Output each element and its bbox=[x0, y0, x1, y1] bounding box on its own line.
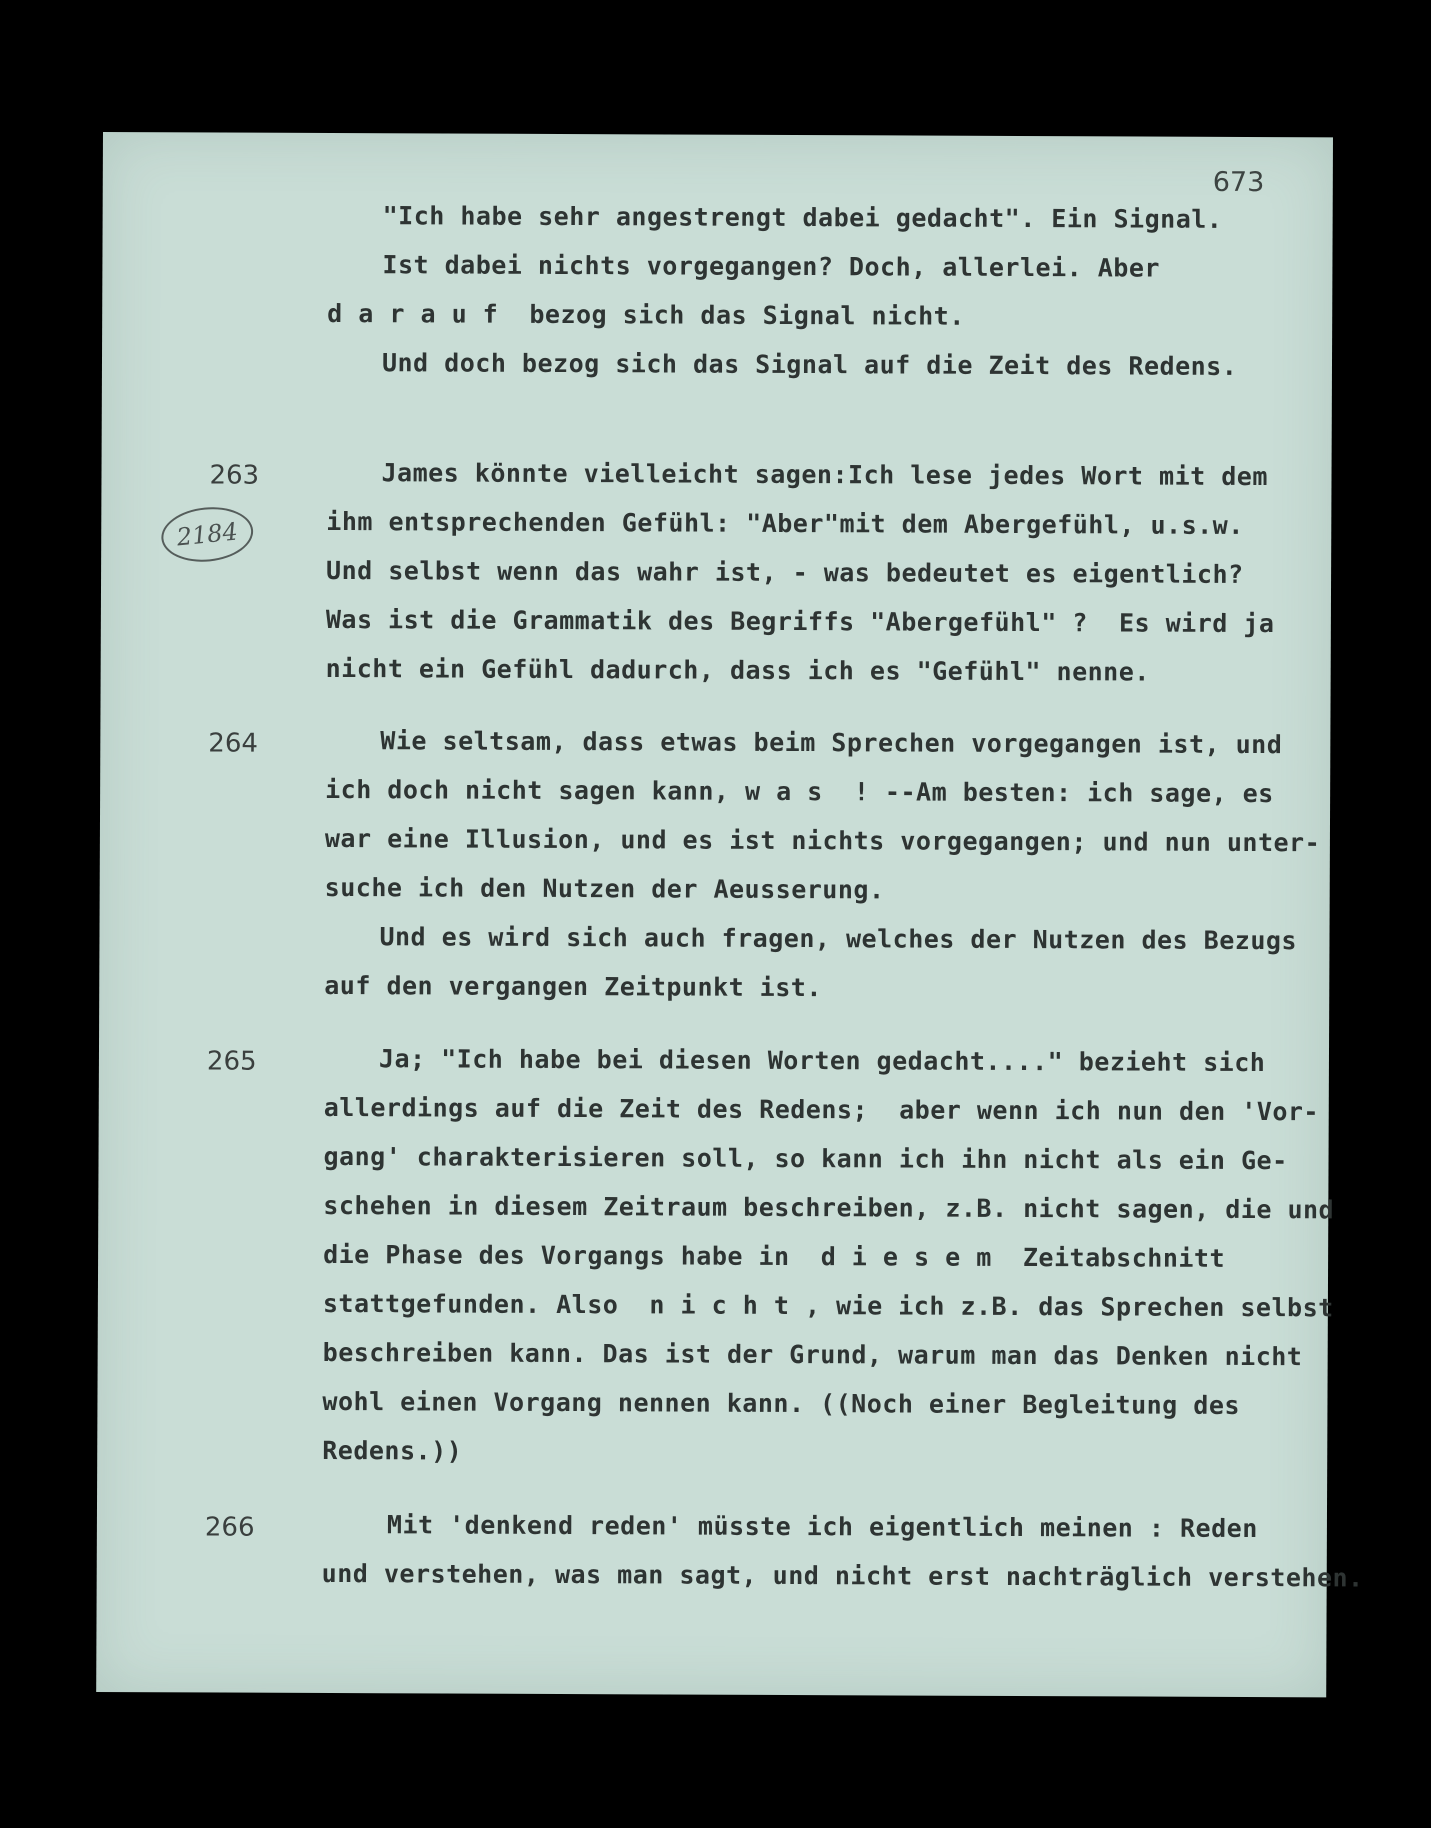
text-line: ihm entsprechenden Gefühl: "Aber"mit dem Abergefühl, u.s.w. bbox=[326, 506, 1244, 540]
text-line: war eine Illusion, und es ist nichts vorgegangen; und nun unter- bbox=[324, 823, 1321, 858]
text-line: James könnte vielleicht sagen:Ich lese jedes Wort mit dem bbox=[381, 458, 1269, 492]
text-line: die Phase des Vorgangs habe in d i e s e m Zeitabschnitt bbox=[323, 1239, 1226, 1273]
text-line: ich doch nicht sagen kann, w a s ! --Am besten: ich sage, es bbox=[325, 774, 1274, 809]
handwritten-reference-note: 2184 bbox=[159, 503, 256, 566]
text-line: nicht ein Gefühl dadurch, dass ich es "Gefühl" nenne. bbox=[325, 653, 1150, 687]
text-line: Ja; "Ich habe bei diesen Worten gedacht...." bezieht sich bbox=[378, 1044, 1266, 1078]
remark-number-266: 266 bbox=[204, 1512, 255, 1543]
text-line: allerdings auf die Zeit des Redens; aber wenn ich nun den 'Vor- bbox=[323, 1092, 1320, 1127]
text-line: beschreiben kann. Das ist der Grund, warum man das Denken nicht bbox=[322, 1337, 1303, 1372]
text-line: d a r a u f bezog sich das Signal nicht. bbox=[327, 298, 965, 331]
text-line: Und doch bezog sich das Signal auf die Zeit des Redens. bbox=[381, 348, 1238, 381]
text-line: auf den vergangen Zeitpunkt ist. bbox=[324, 970, 822, 1003]
text-line: suche ich den Nutzen der Aeusserung. bbox=[324, 872, 885, 905]
text-line: und verstehen, was man sagt, und nicht erst nachträglich verstehen. bbox=[321, 1558, 1364, 1593]
remark-number-265: 265 bbox=[206, 1046, 257, 1077]
typescript-page bbox=[96, 132, 1364, 1697]
text-line: Ist dabei nichts vorgegangen? Doch, allerlei. Aber bbox=[382, 250, 1161, 283]
remark-number-263: 263 bbox=[209, 460, 260, 491]
text-line: Und es wird sich auch fragen, welches der Nutzen des Bezugs bbox=[379, 922, 1298, 956]
text-line: gang' charakterisieren soll, so kann ich ihn nicht als ein Ge- bbox=[323, 1141, 1288, 1176]
text-line: Was ist die Grammatik des Begriffs "Abergefühl" ? Es wird ja bbox=[325, 604, 1275, 639]
text-line: Wie seltsam, dass etwas beim Sprechen vorgegangen ist, und bbox=[380, 726, 1283, 760]
text-line: wohl einen Vorgang nennen kann. ((Noch einer Begleitung des bbox=[322, 1386, 1241, 1420]
text-line: stattgefunden. Also n i c h t , wie ich z.B. das Sprechen selbst bbox=[322, 1288, 1334, 1323]
text-line: schehen in diesem Zeitraum beschreiben, z.B. nicht sagen, die und bbox=[323, 1190, 1335, 1225]
text-line: Redens.)) bbox=[322, 1435, 463, 1466]
text-line: Und selbst wenn das wahr ist, - was bedeutet es eigentlich? bbox=[326, 555, 1244, 589]
text-line: Mit 'denkend reden' müsste ich eigentlich meinen : Reden bbox=[386, 1510, 1258, 1544]
text-line: "Ich habe sehr angestrengt dabei gedacht". Ein Signal. bbox=[382, 201, 1223, 234]
page-number: 673 bbox=[1212, 166, 1265, 199]
remark-number-264: 264 bbox=[208, 728, 259, 759]
